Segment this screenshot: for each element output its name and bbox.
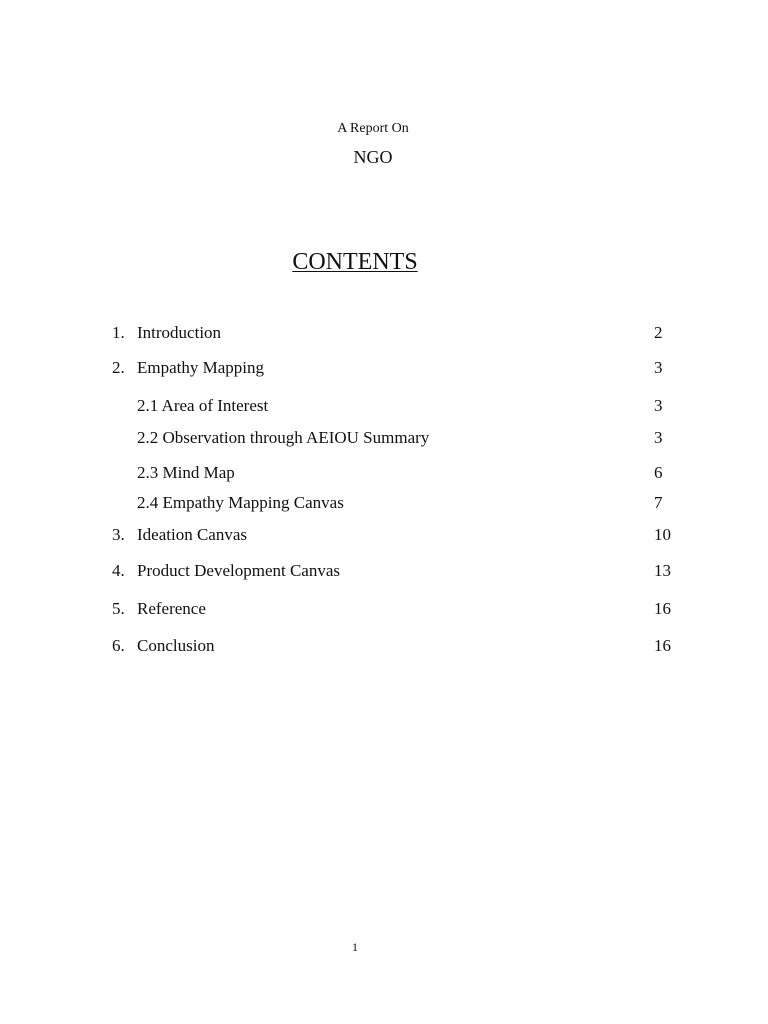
toc-entry-page: 6 bbox=[654, 463, 663, 482]
toc-entry-page: 10 bbox=[654, 525, 671, 544]
toc-entry-page: 7 bbox=[654, 493, 663, 512]
toc-entry-label: Empathy Mapping bbox=[137, 358, 265, 377]
toc-subentry-aeiou-summary[interactable] bbox=[0, 427, 768, 449]
toc-entry-number: 1. bbox=[112, 323, 125, 342]
toc-entry-page: 16 bbox=[654, 599, 671, 618]
toc-subentry-mind-map[interactable] bbox=[0, 462, 768, 484]
toc-entry-number: 3. bbox=[112, 525, 125, 544]
toc-entry-conclusion[interactable] bbox=[0, 635, 768, 657]
toc-entry-page: 3 bbox=[654, 428, 663, 447]
toc-entry-number: 6. bbox=[112, 636, 125, 655]
toc-entry-page: 2 bbox=[654, 323, 663, 342]
page-number: 1 bbox=[352, 940, 358, 954]
toc-entry-number: 2. bbox=[112, 358, 125, 377]
toc-entry-label: Introduction bbox=[137, 323, 222, 342]
toc-entry-introduction[interactable] bbox=[0, 322, 768, 344]
toc-entry-reference[interactable] bbox=[0, 598, 768, 620]
report-title: NGO bbox=[353, 147, 393, 167]
toc-entry-label: 2.4 Empathy Mapping Canvas bbox=[137, 493, 344, 512]
report-pre-title: A Report On bbox=[337, 121, 409, 136]
toc-entry-page: 3 bbox=[654, 358, 663, 377]
toc-entry-label: 2.3 Mind Map bbox=[137, 463, 235, 482]
toc-entry-page: 13 bbox=[654, 561, 671, 580]
toc-entry-page: 3 bbox=[654, 396, 663, 415]
toc-entry-label: 2.1 Area of Interest bbox=[137, 396, 269, 415]
toc-entry-label: Ideation Canvas bbox=[137, 525, 247, 544]
toc-subentry-area-of-interest[interactable] bbox=[0, 395, 768, 417]
toc-entry-label: Reference bbox=[137, 599, 206, 618]
contents-heading: CONTENTS bbox=[292, 249, 418, 275]
toc-entry-label: 2.2 Observation through AEIOU Summary bbox=[137, 428, 430, 447]
toc-entry-number: 4. bbox=[112, 561, 125, 580]
toc-entry-number: 5. bbox=[112, 599, 125, 618]
toc-entry-label: Product Development Canvas bbox=[137, 561, 341, 580]
toc-entry-empathy-mapping[interactable] bbox=[0, 357, 768, 379]
toc-subentry-empathy-mapping-canvas[interactable] bbox=[0, 492, 768, 514]
toc-entry-product-development-canvas[interactable] bbox=[0, 560, 768, 582]
toc-entry-ideation-canvas[interactable] bbox=[0, 524, 768, 546]
toc-entry-page: 16 bbox=[654, 636, 671, 655]
toc-entry-label: Conclusion bbox=[137, 636, 215, 655]
